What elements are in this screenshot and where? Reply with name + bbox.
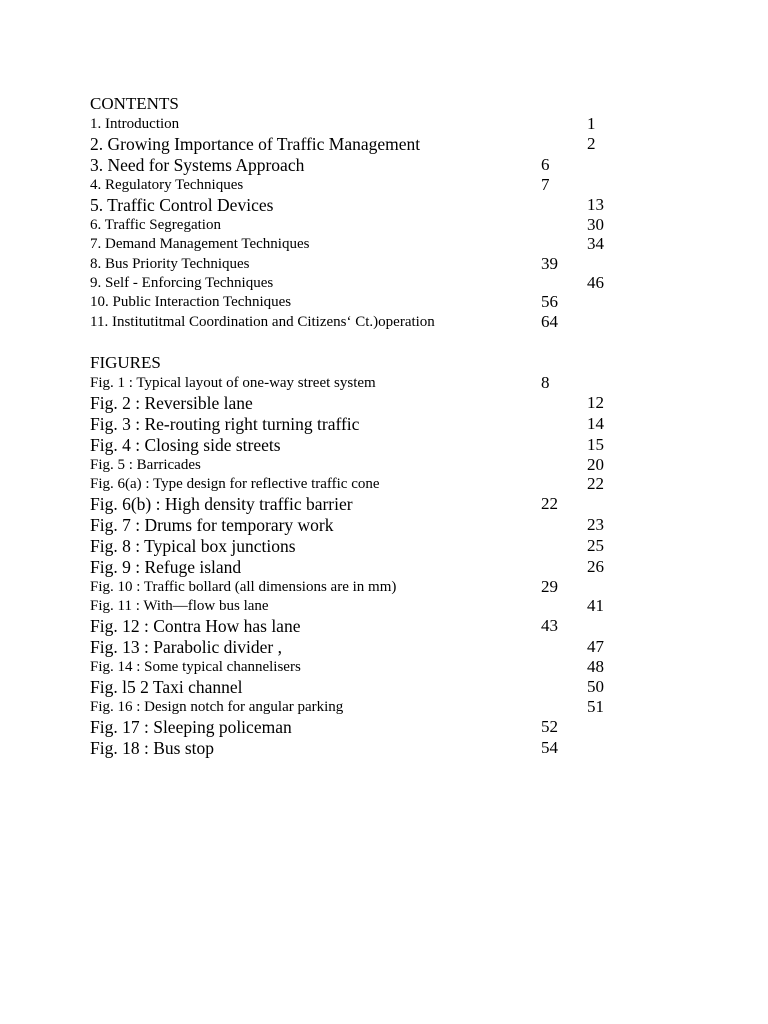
entry-page: 6 <box>541 155 550 174</box>
figure-entry <box>90 557 710 577</box>
entry-page: 34 <box>587 234 604 253</box>
entry-title: Fig. 8 : Typical box junctions <box>90 536 296 556</box>
entry-title: 5. Traffic Control Devices <box>90 195 274 215</box>
figure-entry <box>90 455 710 475</box>
entry-title: Fig. 16 : Design notch for angular parking <box>90 699 344 715</box>
entry-title: Fig. 1 : Typical layout of one-way street system <box>90 375 376 391</box>
contents-entry <box>90 312 710 332</box>
figure-entry <box>90 577 710 597</box>
entry-title: Fig. 13 : Parabolic divider , <box>90 637 282 657</box>
entry-title: 11. Institutitmal Coordination and Citizens‘ Ct.)operation <box>90 314 435 330</box>
figure-entry <box>90 536 710 556</box>
figure-entry <box>90 697 710 717</box>
entry-page: 2 <box>587 134 596 153</box>
entry-page: 29 <box>541 577 558 596</box>
entry-title: 1. Introduction <box>90 116 180 132</box>
contents-entry <box>90 292 710 312</box>
entry-page: 48 <box>587 657 604 676</box>
entry-title: 2. Growing Importance of Traffic Management <box>90 134 421 154</box>
contents-entry <box>90 273 710 293</box>
entry-title: Fig. 11 : With—flow bus lane <box>90 598 269 614</box>
entry-page: 8 <box>541 373 550 392</box>
entry-title: Fig. 14 : Some typical channelisers <box>90 659 301 675</box>
figure-entry <box>90 616 710 636</box>
entry-page: 22 <box>541 494 558 513</box>
entry-page: 20 <box>587 455 604 474</box>
contents-entry <box>90 195 710 215</box>
entry-title: 7. Demand Management Techniques <box>90 236 310 252</box>
entry-page: 1 <box>587 114 596 133</box>
figure-entry <box>90 738 710 758</box>
entry-title: 3. Need for Systems Approach <box>90 155 305 175</box>
entry-title: 9. Self - Enforcing Techniques <box>90 275 274 291</box>
entry-page: 64 <box>541 312 558 331</box>
entry-title: Fig. 4 : Closing side streets <box>90 435 281 455</box>
entry-title: Fig. 3 : Re-routing right turning traffic <box>90 414 360 434</box>
contents-entry <box>90 215 710 235</box>
entry-page: 46 <box>587 273 604 292</box>
entry-page: 52 <box>541 717 558 736</box>
entry-title: 4. Regulatory Techniques <box>90 177 244 193</box>
entry-page: 50 <box>587 677 604 696</box>
entry-page: 12 <box>587 393 604 412</box>
figure-entry <box>90 637 710 657</box>
figure-entry <box>90 515 710 535</box>
figure-entry <box>90 373 710 393</box>
contents-entry <box>90 134 710 154</box>
entry-title: Fig. 18 : Bus stop <box>90 738 214 758</box>
entry-title: Fig. 2 : Reversible lane <box>90 393 253 413</box>
entry-title: Fig. 9 : Refuge island <box>90 557 242 577</box>
entry-title: Fig. 12 : Contra How has lane <box>90 616 301 636</box>
entry-page: 25 <box>587 536 604 555</box>
figure-entry <box>90 494 710 514</box>
contents-entry <box>90 155 710 175</box>
entry-title: Fig. 6(a) : Type design for reflective traffic cone <box>90 476 380 492</box>
entry-title: Fig. l5 2 Taxi channel <box>90 677 243 697</box>
contents-entry <box>90 254 710 274</box>
figure-entry <box>90 717 710 737</box>
entry-page: 56 <box>541 292 558 311</box>
figure-entry <box>90 393 710 413</box>
entry-page: 39 <box>541 254 558 273</box>
entry-page: 7 <box>541 175 550 194</box>
entry-page: 51 <box>587 697 604 716</box>
figure-entry <box>90 474 710 494</box>
entry-title: Fig. 7 : Drums for temporary work <box>90 515 334 535</box>
entry-page: 14 <box>587 414 604 433</box>
entry-page: 13 <box>587 195 604 214</box>
entry-title: 8. Bus Priority Techniques <box>90 256 250 272</box>
entry-title: Fig. 6(b) : High density traffic barrier <box>90 494 353 514</box>
entry-title: Fig. 17 : Sleeping policeman <box>90 717 292 737</box>
entry-page: 47 <box>587 637 604 656</box>
entry-page: 15 <box>587 435 604 454</box>
figure-entry <box>90 596 710 616</box>
entry-title: Fig. 5 : Barricades <box>90 457 201 473</box>
contents-entry <box>90 114 710 134</box>
entry-page: 54 <box>541 738 558 757</box>
figures-heading: FIGURES <box>90 353 161 372</box>
figure-entry <box>90 414 710 434</box>
entry-page: 41 <box>587 596 604 615</box>
entry-page: 26 <box>587 557 604 576</box>
entry-page: 23 <box>587 515 604 534</box>
figure-entry <box>90 435 710 455</box>
figure-entry <box>90 677 710 697</box>
entry-page: 43 <box>541 616 558 635</box>
entry-title: 6. Traffic Segregation <box>90 217 221 233</box>
entry-title: Fig. 10 : Traffic bollard (all dimensions are in mm) <box>90 579 397 595</box>
contents-heading: CONTENTS <box>90 94 179 113</box>
entry-page: 22 <box>587 474 604 493</box>
contents-entry <box>90 234 710 254</box>
entry-title: 10. Public Interaction Techniques <box>90 294 292 310</box>
contents-entry <box>90 175 710 195</box>
figure-entry <box>90 657 710 677</box>
entry-page: 30 <box>587 215 604 234</box>
